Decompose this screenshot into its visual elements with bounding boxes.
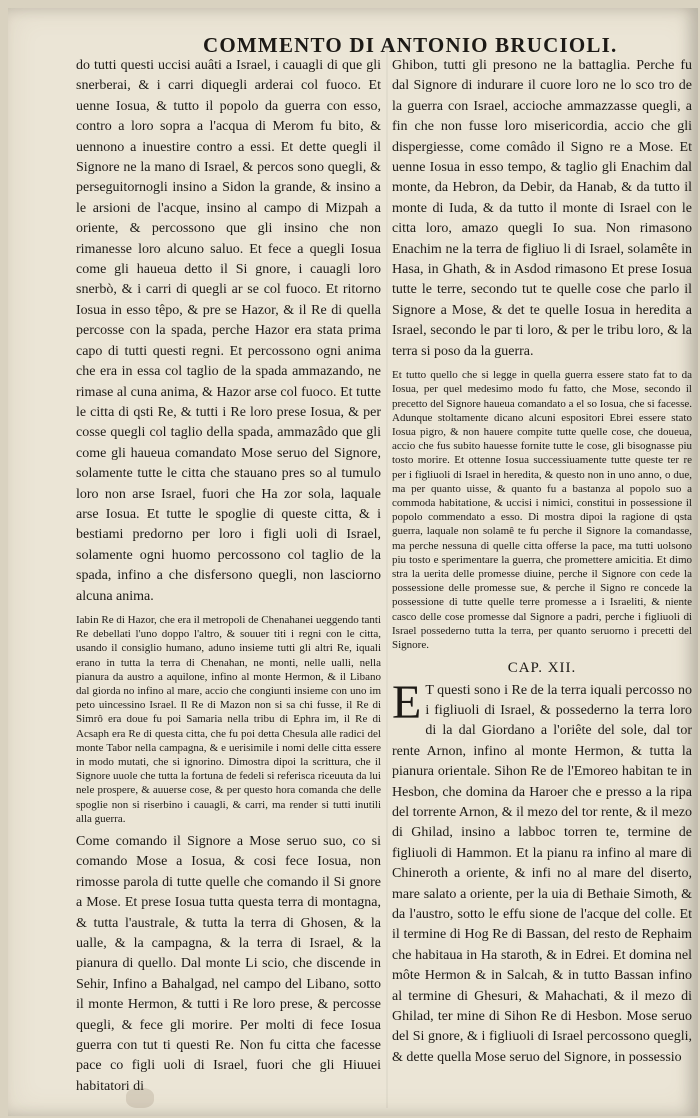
left-column [76,56,381,1116]
chapter-text: T questi sono i Re de la terra iquali percosso no i figliuoli di Israel, & possederno la terra loro di la dal Giordano a l'oriête del sole, dal tor rente Arnon, infino al monte Hermon, & tutta la pianura orientale. Sihon Re de l'Emoreo habitan te in Hesbon, che domina da Haroer che e presso a la ripa del torrente Arnon, & il mezo del tor rente, & il mezo di Ghilad, insino a labboc torren te, termine de figliuoli di Hammon. Et la pianu ra infino al mare di Chineroth a oriente, & infi no al mare del diserto, mare salato a oriente, per la uia di Bethaie Simoth, & da l'austro, sotto le effu sione de l'acque del colle. Et il termine di Hog Re di Bassan, del resto de Rephaim che habitaua in Ha staroth, & in Edrei. Et domina nel môte Hermon & in Salcah, & in tutto Bassan infino al termine di Ghesuri, & Mahachati, & il mezo di Ghilad, ter mine di Sihon Re di Hesbon. Mose seruo del Si gnore, & i figliuoli di Israel percossono quegli, & dette quella Mose seruo del Signore, in possessio [392,682,692,1065]
book-page [8,8,698,1116]
left-main-text-2: Come comando il Signore a Mose seruo suo, co si comando Mose a Iosua, & cosi fece Iosua, non rimosse parola di tutte quelle che comando il Si gnore a Mose. Et prese Iosua tutta questa terra di montagna, & tutta l'australe, & tutta la terra di Ghosen, & la ualle, & la campagna, & la terra di Israel, & la pianura di quello. Dal monte Li scio, che discende in Sehir, Infino a Bahalgad, nel campo del Libano, sotto il monte Hermon, & tutti i Re loro prese, & percosse quegli, & fece gli morire. Per molti di fece Iosua guerra con tut ti questi Re. Non fu citta che facesse pace co figli uoli di Israel, fuori che gli Hiuuei habitatori di [76,834,381,1094]
right-main-text-1: Ghibon, tutti gli presono ne la battaglia. Perche fu dal Signore di indurare il cuore loro ne lo sco tro de la guerra con Israel, accioche ammazzasse quegli, a fin che non fusse loro misericordia, accio che gli dispergiesse, come comâdo il Signo re a Mose. Et uenne Iosua in esso tempo, & taglio gli Enachim dal monte, da Hebron, da Debir, da Hanab, & da tutto il monte di Iuda, & da tutto il monte di Israel con le citta loro, amazo quegli Io sua. Non rimasono Enachim ne la terra de figliuo li di Israel, solamête in Hasa, in Ghath, & in Asdod rimasono Et prese Iosua tutte le terre, secondo tut te quelle cose che parlo il Signore a Mose, & det te quelle Iosua in heredita a Israel, secondo le par ti loro, & per le tribu loro, & la terra si poso da la guerra. [392,58,692,359]
left-gloss-commentary: Iabin Re di Hazor, che era il metropoli de Chenahanei ueggendo tanti Re debellati l'uno doppo l'altro, & souuer titi i regni con le citta, usando il consiglio humano, aduno insieme tutti gli altri Re, iquali erano in tutta la terra di Chenahan, ne monti, nelle ualli, nella pianura da austro a aquilone, infino al monte Hermon, & il Libano dal giorda no infino al mare, accio che congiunti insieme con uno im peto uincessino Israel. Il Re di Mazon non si sa chi fusse, il Re di Simrô era doue fu poi Samaria nella tribu di Ephra im, il Re di Acsaph era Re di questa citta, che fu poi detta Chesula alle radici del monte Tabor nella campagna, & e uerisimile i nomi delle citta essere in modo mutati, che si ignorino. Dimostra dipoi la scrittura, che il Signore uuole che tutta la fortuna de fedeli si referisca riceuuta da lui nele prospere, & auuerse cose, & per questo hora comanda che delle spoglie non si riserbino i cauagli, & carri, ma render si tutti inutili alla guerra. [76,613,381,825]
drop-capital: E [392,675,422,729]
right-column [392,56,692,1116]
right-main-text-2 [392,675,692,1069]
column-gutter [386,48,388,1108]
running-title: COMMENTO DI ANTONIO BRUCIOLI. [203,33,618,57]
left-main-text-1: do tutti questi uccisi auâti a Israel, i cauagli di que gli snerberai, & i carri diquegli arderai col fuoco. Et uenne Iosua, & tutto il popolo da guerra con esso, contro a loro sopra a l'acqua di Merom fu bito, & uennono a inuestire contro a essi. Et dette quegli il Signore ne la mano di Israel, & percos sono quegli, & perseguitornogli insino a Sidon la grande, & insino a le arsioni de l'acque, insino al campo di Mizpah a oriente, & percossono que gli insino che non rimanesse loro alcuno saluo. Et fece a quegli Iosua come gli haueua detto il Si gnore, i cauagli loro snerbò, & i carri di quegli ar se col fuoco. Et ritorno Iosua in esso têpo, & pre se Hazor, & il Re di quella percosse con la spada, perche Hazor era stata prima capo di tutti questi regni. Et percossono ogni anima che era in essa col taglio de la spada ammazando, ne rimase al cuna anima, & Hazor arse col fuoco. Et tutte le citta di qsti Re, & tutti i Re loro prese Iosua, & per cosse quegli col taglio della spada, ammazâdo que gli come gli haueua comandato Mose seruo del Signore, solamente tutte le citta che stauano pres so al tumulo loro non arse Israel, fuori che Ha zor sola, laquale arse Iosua. Et tutte le spoglie di queste citta, & i bestiami predorno per loro i figli uoli di Israel, solamente ogni huomo percossono col taglio de la spada, infino a che disfersono quegli, non lasciorno alcuna anima. [76,58,381,604]
chapter-heading: CAP. XII. [507,660,577,677]
right-gloss-commentary: Et tutto quello che si legge in quella guerra essere stato fat to da Iosua, per quel medesimo modo fu fatto, che Mose, secondo il precetto del Signore haueua comandato a el so Iosua, che si facesse. Adunque stoltamente dicano alcuni espositori Ebrei essere stato Iosua pigro, & non hauere compite tutte quelle cose, che doueua, accio che fus subito hauesse fornite tutte le cose, gli bisognasse piu tosto morire. Et ottenne Iosua successiuamente tutte queste ter re per i figliuoli di Israel in heredita, & questo non in uno anno, o due, ma per quanto uisse, & quanto fu a bastanza al popolo suo a commoda habitatione, & uccisi i nimici, constitui in possessione il popolo commendato a esso. Di mostra dipoi la ragione di qsta guerra, laquale non solamê te fu perche il Signore la comandasse, ma perche nessuna di quelle citta offerse la pace, ma tutti uolsono piu tosto e sperimentare la guerra, che promettere amicitia. Et dimo stra la uerita delle promesse diuine, perche il Signore con cede la possessione delle promesse sue, & perche il Signo re concede la possessione di tutte quelle terre promesse a i Israeliti, & niente casco delle cose promesse dal Signore a padri, perche i figliuoli di Israel possederno tutta la terra, per quanto seruorno i precetti del Signore. [392,369,692,651]
ink-smudge [126,1088,154,1108]
